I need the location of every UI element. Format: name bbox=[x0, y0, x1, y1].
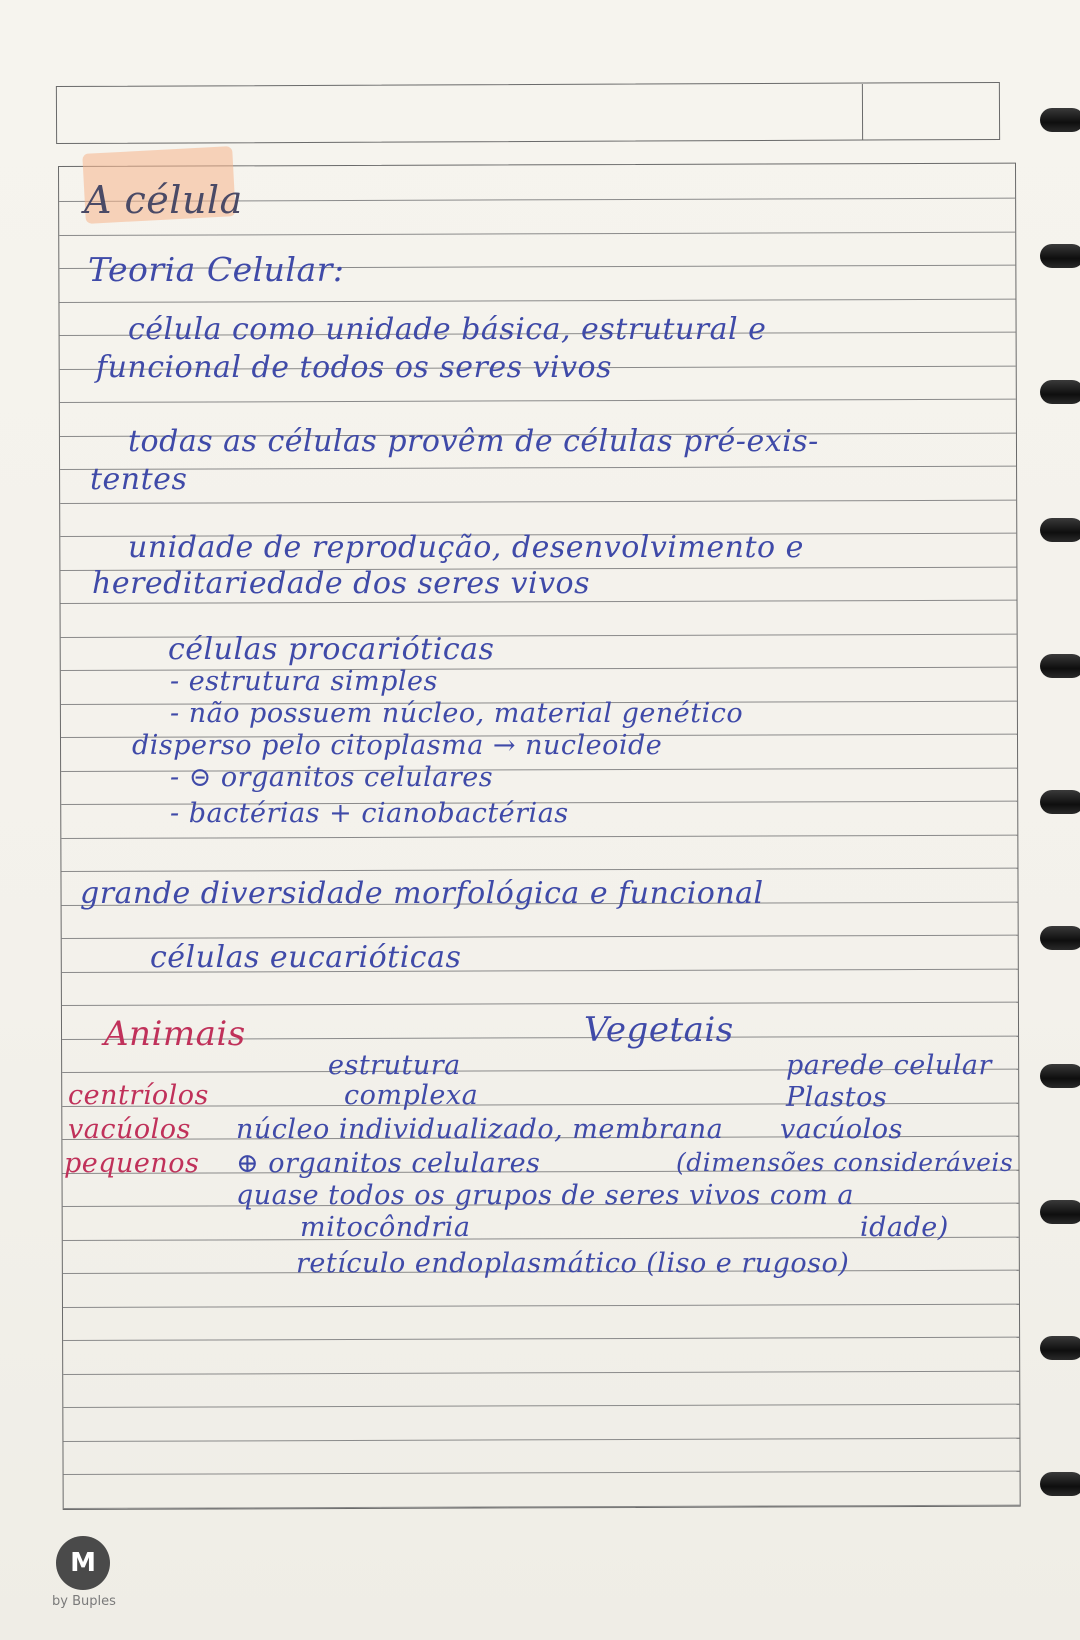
ruled-line bbox=[63, 1404, 1019, 1408]
note-line: - ⊝ organitos celulares bbox=[170, 762, 494, 793]
section-heading: Teoria Celular: bbox=[88, 250, 345, 289]
ruled-line bbox=[60, 499, 1016, 503]
ruled-line bbox=[63, 1303, 1019, 1307]
ruled-line bbox=[59, 231, 1015, 235]
note-line: hereditariedade dos seres vivos bbox=[92, 566, 591, 601]
binder-ring bbox=[1040, 1472, 1080, 1496]
ruled-line bbox=[63, 1337, 1019, 1341]
common-line: complexa bbox=[344, 1080, 479, 1111]
binder-ring bbox=[1040, 518, 1080, 542]
ruled-line bbox=[61, 834, 1017, 838]
note-line: células procarióticas bbox=[168, 632, 495, 667]
animais-heading: Animais bbox=[104, 1014, 246, 1054]
note-line: grande diversidade morfológica e funcional bbox=[80, 876, 764, 911]
note-line: unidade de reprodução, desenvolvimento e bbox=[128, 530, 804, 565]
binder-ring bbox=[1040, 926, 1080, 950]
note-line: tentes bbox=[90, 462, 188, 497]
vegetal-item: (dimensões consideráveis bbox=[676, 1148, 1014, 1177]
binder-ring bbox=[1040, 1200, 1080, 1224]
page-title: A célula bbox=[84, 178, 243, 222]
note-line: célula como unidade básica, estrutural e bbox=[128, 312, 767, 347]
vegetal-item: vacúolos bbox=[780, 1114, 903, 1145]
binder-ring bbox=[1040, 380, 1080, 404]
binder-ring bbox=[1040, 654, 1080, 678]
vegetal-item: parede celular bbox=[786, 1050, 992, 1081]
note-line: - estrutura simples bbox=[170, 666, 438, 697]
common-line: quase todos os grupos de seres vivos com a bbox=[236, 1180, 855, 1211]
common-line: ⊕ organitos celulares bbox=[236, 1148, 541, 1179]
binder-ring bbox=[1040, 790, 1080, 814]
brand-subtitle: by Buples bbox=[52, 1594, 116, 1609]
binder-ring bbox=[1040, 244, 1080, 268]
note-line: funcional de todos os seres vivos bbox=[96, 350, 612, 385]
header-box bbox=[56, 82, 1000, 144]
ruled-line bbox=[60, 466, 1016, 470]
note-line: células eucarióticas bbox=[150, 940, 462, 975]
binder-ring bbox=[1040, 108, 1080, 132]
ruled-line bbox=[63, 1370, 1019, 1374]
ruled-line bbox=[61, 868, 1017, 872]
binder-ring bbox=[1040, 1064, 1080, 1088]
animal-item: pequenos bbox=[64, 1148, 200, 1179]
note-line: - não possuem núcleo, material genético bbox=[170, 698, 744, 729]
brand-logo: M bbox=[56, 1536, 110, 1590]
ruled-line bbox=[64, 1504, 1020, 1508]
vegetal-item: idade) bbox=[860, 1212, 949, 1243]
ruled-line bbox=[60, 399, 1016, 403]
ruled-line bbox=[63, 1437, 1019, 1441]
common-line: retículo endoplasmático (liso e rugoso) bbox=[296, 1248, 850, 1279]
animal-item: centríolos bbox=[68, 1080, 209, 1111]
note-line: disperso pelo citoplasma → nucleoide bbox=[132, 730, 663, 761]
common-line: estrutura bbox=[328, 1050, 461, 1081]
common-line: mitocôndria bbox=[300, 1212, 471, 1243]
animal-item: vacúolos bbox=[68, 1114, 191, 1145]
vegetal-item: Plastos bbox=[786, 1082, 888, 1113]
common-line: núcleo individualizado, membrana bbox=[236, 1114, 724, 1145]
ruled-line bbox=[59, 298, 1015, 302]
ruled-line bbox=[62, 1002, 1018, 1006]
vegetais-heading: Vegetais bbox=[584, 1010, 734, 1050]
ruled-line bbox=[62, 935, 1018, 939]
note-line: todas as células provêm de células pré-exis- bbox=[128, 424, 819, 459]
binder-ring bbox=[1040, 1336, 1080, 1360]
ruled-line bbox=[64, 1471, 1020, 1475]
note-line: - bactérias + cianobactérias bbox=[170, 798, 569, 829]
